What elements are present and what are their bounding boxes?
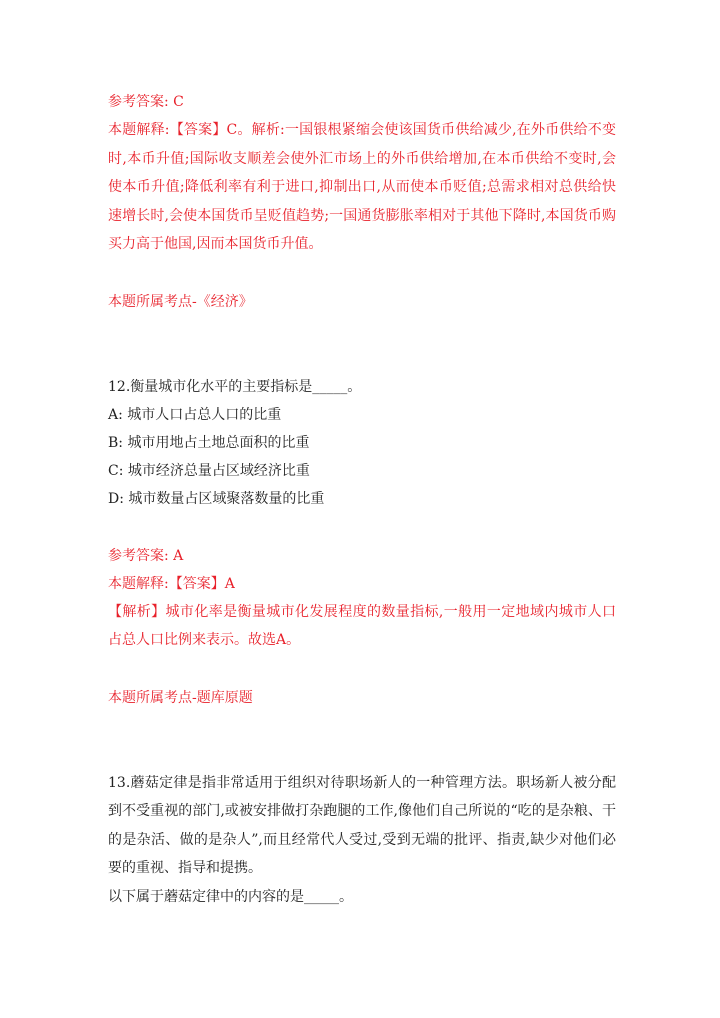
document-content <box>108 88 616 911</box>
q13-question: 13.蘑菇定律是指非常适用于组织对待职场新人的一种管理方法。职场新人被分配到不受重视的部门,或被安排做打杂跑腿的工作,像他们自己所说的“吃的是杂粮、干的是杂活、做的是杂人”,而且经常代人受过,受到无端的批评、指责,缺少对他们必要的重视、指导和提携。 <box>108 774 616 876</box>
q12-question: 12.衡量城市化水平的主要指标是_____。 <box>108 378 362 395</box>
q12-option-d: D: 城市数量占区域聚落数量的比重 <box>108 490 325 507</box>
q12-option-b: B: 城市用地占土地总面积的比重 <box>108 434 310 451</box>
q12-analysis: 【解析】城市化率是衡量城市化发展程度的数量指标,一般用一定地域内城市人口占总人口比例来表示。故选A。 <box>108 603 616 648</box>
q12-explanation: 本题解释:【答案】A <box>108 575 235 592</box>
q13-prompt: 以下属于蘑菇定律中的内容的是_____。 <box>108 888 353 905</box>
q12-option-c: C: 城市经济总量占区域经济比重 <box>108 462 310 479</box>
q11-explanation: 本题解释:【答案】C。解析:一国银根紧缩会使该国货币供给减少,在外币供给不变时,本币升值;国际收支顺差会使外汇市场上的外币供给增加,在本币供给不变时,会使本币升值;降低利率有利于进口,抑制出口,从而使本币贬值;总需求相对总供给快速增长时,会使本国货币呈贬值趋势;一国通货膨胀率相对于其他下降时,本国货币购买力高于他国,因而本国货币升值。 <box>108 122 616 252</box>
q12-option-a: A: 城市人口占总人口的比重 <box>108 406 282 423</box>
q12-answer: 参考答案: A <box>108 547 184 564</box>
q11-topic: 本题所属考点-《经济》 <box>108 293 253 310</box>
q12-topic: 本题所属考点-题库原题 <box>108 689 253 706</box>
q11-answer: 参考答案: C <box>108 94 184 110</box>
